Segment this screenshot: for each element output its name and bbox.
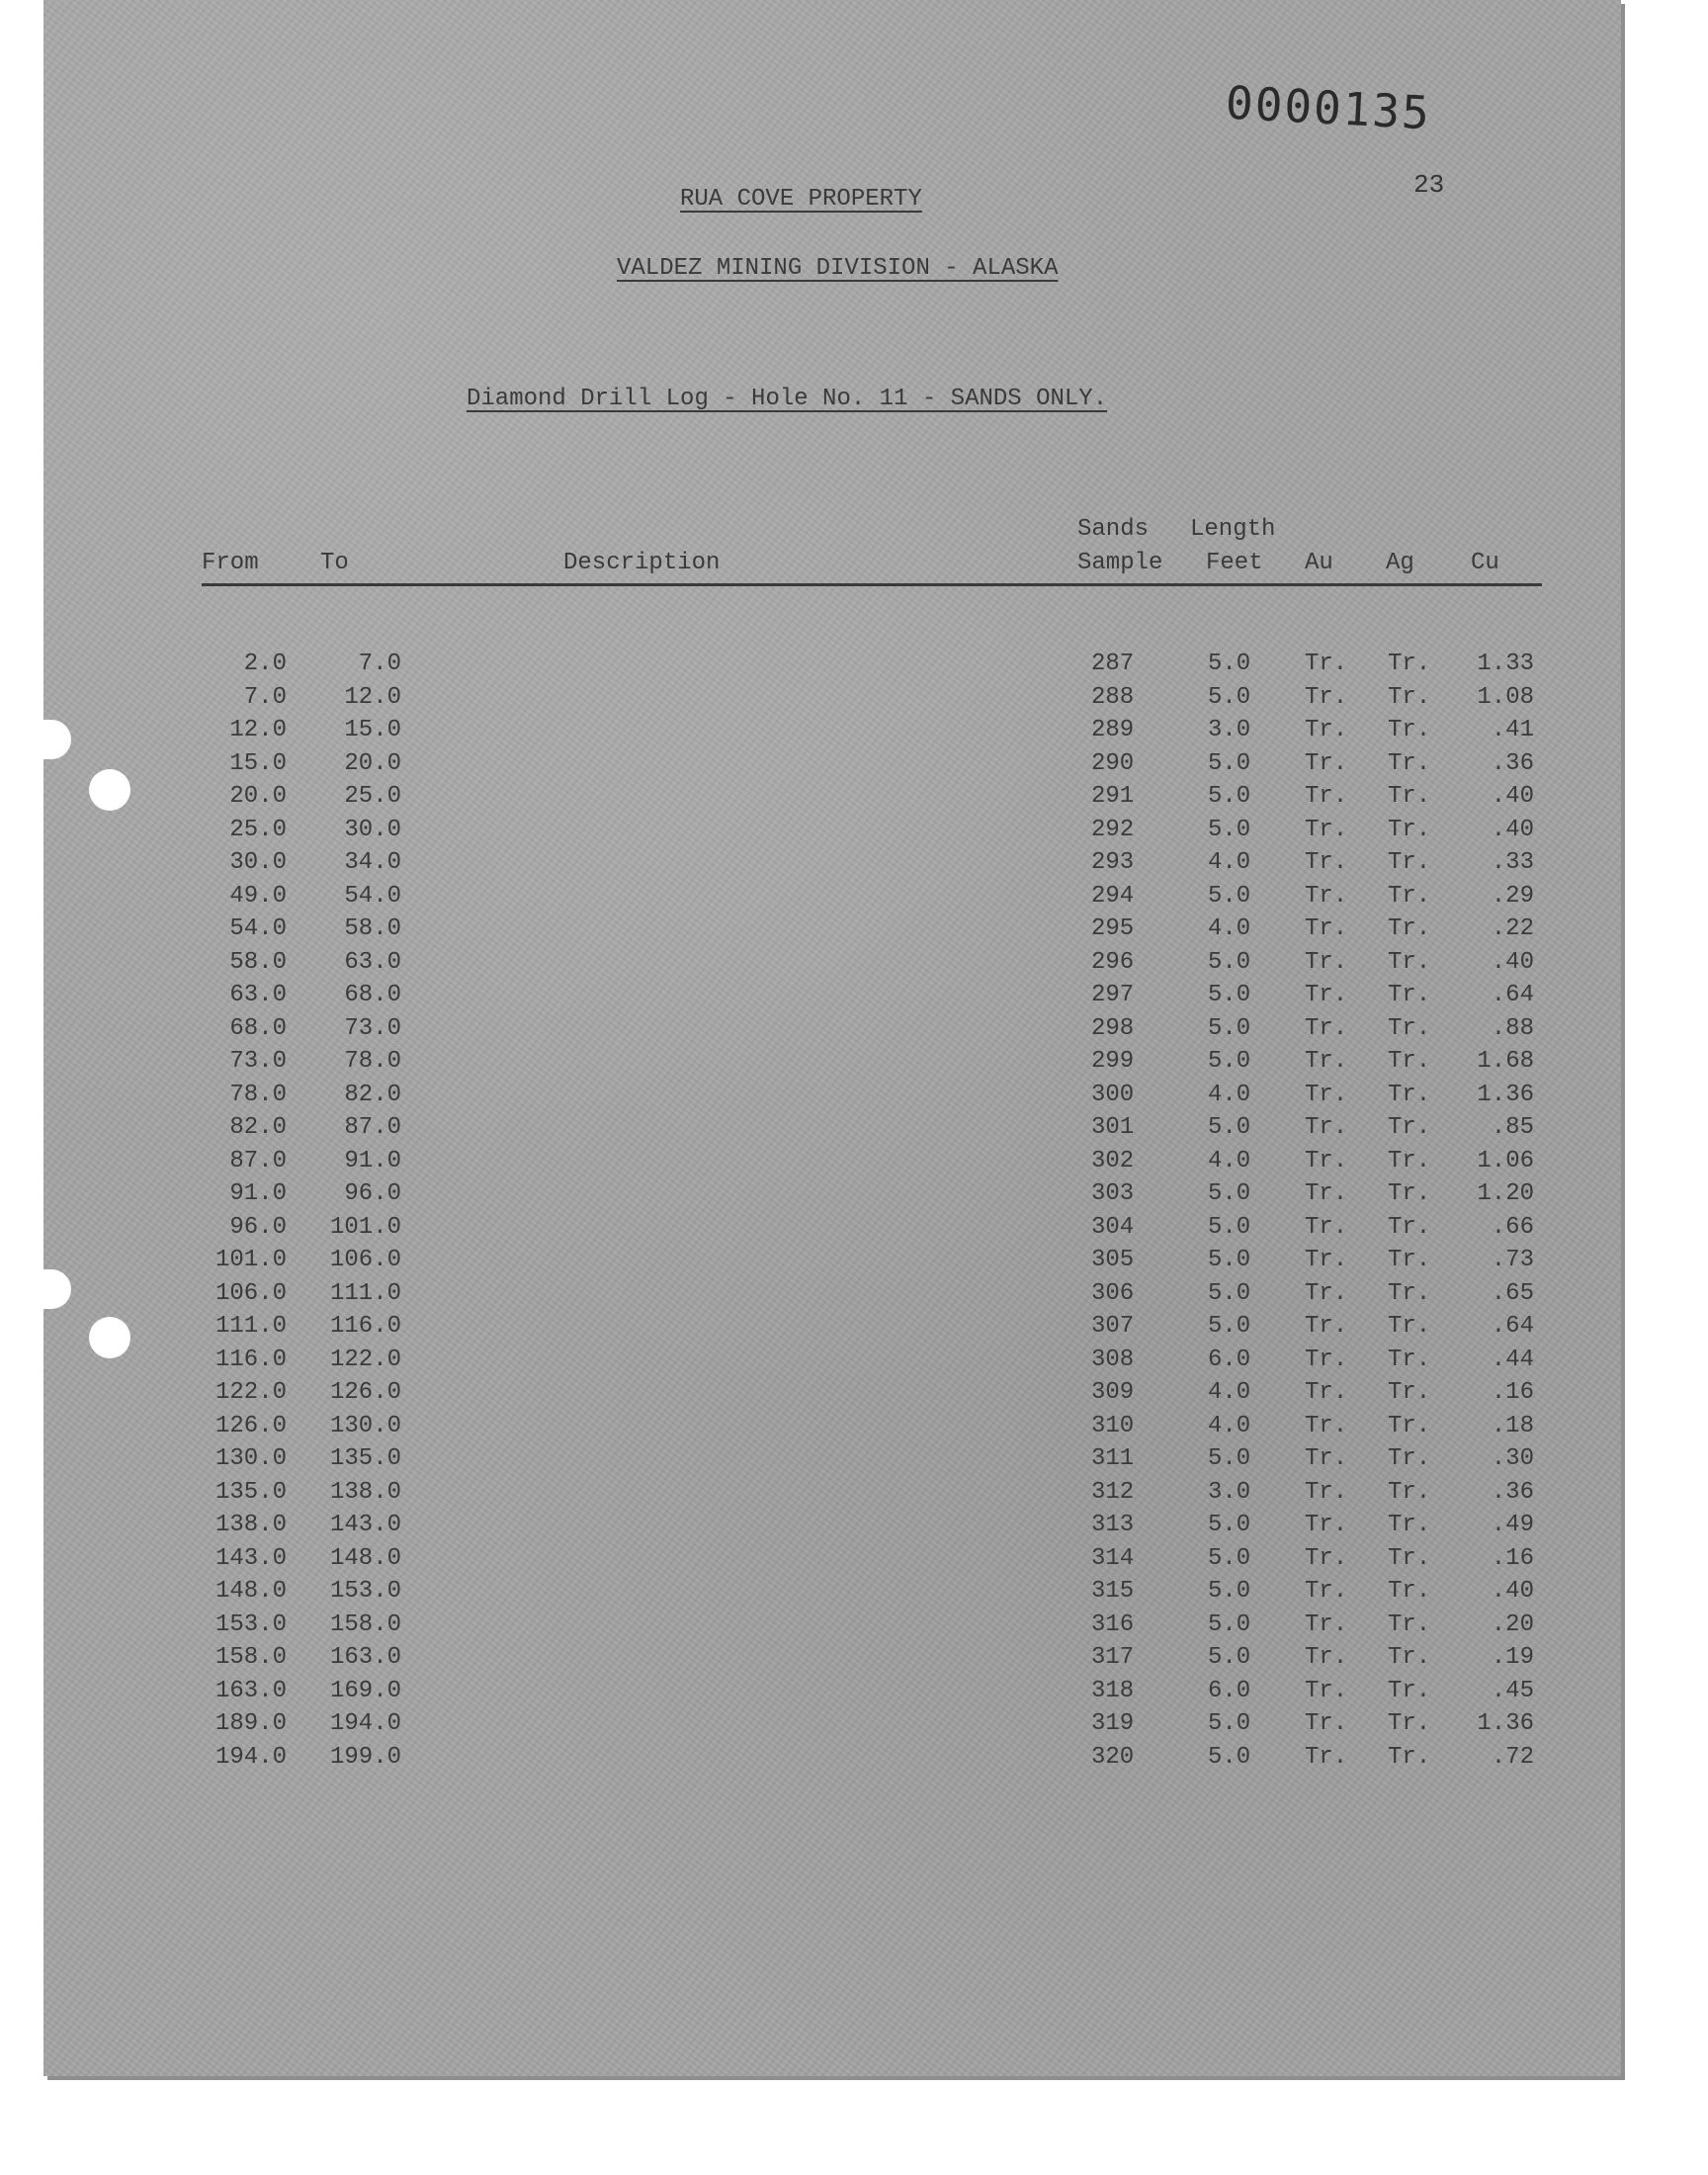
- cell-to: 130.0: [329, 1412, 401, 1439]
- cell-cu: .41: [1491, 717, 1534, 743]
- cell-to: 101.0: [329, 1213, 401, 1241]
- cell-length: 4.0: [1208, 1379, 1251, 1406]
- cell-ag: Tr.: [1388, 1677, 1431, 1704]
- cell-from: 101.0: [214, 1247, 287, 1273]
- table-row: [43, 1578, 1621, 1610]
- log-title: Diamond Drill Log - Hole No. 11 - SANDS ONLY.: [467, 386, 1108, 412]
- cell-length: 5.0: [1208, 1544, 1251, 1572]
- table-row: [43, 783, 1621, 815]
- table-row: [43, 817, 1621, 848]
- cell-sample: 298: [1091, 1014, 1135, 1042]
- cell-cu: .36: [1491, 749, 1534, 777]
- table-row: [43, 1313, 1621, 1345]
- cell-to: 54.0: [344, 882, 401, 910]
- cell-ag: Tr.: [1388, 783, 1431, 810]
- header-sample-bottom: Sample: [1077, 550, 1163, 576]
- cell-to: 106.0: [329, 1247, 401, 1273]
- cell-ag: Tr.: [1388, 683, 1431, 711]
- cell-sample: 292: [1091, 816, 1135, 843]
- table-row: [43, 1015, 1621, 1047]
- cell-ag: Tr.: [1388, 1610, 1431, 1638]
- header-ag: Ag: [1386, 550, 1414, 576]
- cell-to: 73.0: [344, 1014, 401, 1042]
- cell-ag: Tr.: [1388, 1544, 1431, 1572]
- cell-ag: Tr.: [1388, 1412, 1431, 1439]
- cell-cu: .64: [1491, 982, 1534, 1008]
- cell-cu: .85: [1491, 1114, 1534, 1141]
- cell-ag: Tr.: [1388, 1048, 1431, 1075]
- cell-au: Tr.: [1305, 1014, 1348, 1042]
- cell-from: 158.0: [214, 1644, 287, 1671]
- cell-cu: 1.33: [1477, 651, 1534, 677]
- cell-au: Tr.: [1305, 915, 1348, 942]
- cell-to: 122.0: [329, 1346, 401, 1373]
- table-row: [43, 982, 1621, 1013]
- cell-sample: 300: [1091, 1081, 1135, 1108]
- cell-length: 5.0: [1208, 1247, 1251, 1273]
- cell-cu: .36: [1491, 1478, 1534, 1506]
- cell-ag: Tr.: [1388, 915, 1431, 942]
- cell-ag: Tr.: [1388, 849, 1431, 876]
- cell-au: Tr.: [1305, 1379, 1348, 1406]
- cell-sample: 296: [1091, 948, 1135, 976]
- table-row: [43, 1611, 1621, 1643]
- cell-au: Tr.: [1305, 1412, 1348, 1439]
- cell-au: Tr.: [1305, 1213, 1348, 1241]
- cell-sample: 294: [1091, 882, 1135, 910]
- cell-to: 30.0: [344, 816, 401, 843]
- cell-to: 126.0: [329, 1379, 401, 1406]
- cell-to: 138.0: [329, 1478, 401, 1506]
- cell-length: 3.0: [1208, 717, 1251, 743]
- cell-sample: 320: [1091, 1743, 1135, 1771]
- cell-to: 111.0: [329, 1279, 401, 1307]
- table-row: [43, 949, 1621, 981]
- cell-cu: .64: [1491, 1313, 1534, 1340]
- cell-length: 4.0: [1208, 1147, 1251, 1174]
- cell-from: 194.0: [214, 1743, 287, 1771]
- cell-from: 148.0: [214, 1578, 287, 1605]
- header-description: Description: [563, 550, 721, 576]
- cell-au: Tr.: [1305, 783, 1348, 810]
- cell-sample: 303: [1091, 1180, 1135, 1207]
- cell-ag: Tr.: [1388, 1114, 1431, 1141]
- cell-sample: 293: [1091, 849, 1135, 876]
- cell-from: 82.0: [229, 1114, 287, 1141]
- table-row: [43, 684, 1621, 716]
- cell-to: 7.0: [358, 651, 401, 677]
- cell-from: 130.0: [214, 1445, 287, 1472]
- cell-sample: 295: [1091, 915, 1135, 942]
- table-row: [43, 1214, 1621, 1246]
- cell-sample: 309: [1091, 1379, 1135, 1406]
- cell-from: 91.0: [229, 1180, 287, 1207]
- cell-to: 169.0: [329, 1677, 401, 1704]
- cell-au: Tr.: [1305, 816, 1348, 843]
- cell-length: 5.0: [1208, 1048, 1251, 1075]
- table-row: [43, 1247, 1621, 1278]
- cell-from: 58.0: [229, 948, 287, 976]
- table-row: [43, 1512, 1621, 1543]
- table-row: [43, 1379, 1621, 1411]
- cell-sample: 297: [1091, 982, 1135, 1008]
- cell-length: 5.0: [1208, 982, 1251, 1008]
- table-row: [43, 1114, 1621, 1146]
- property-title: RUA COVE PROPERTY: [680, 186, 922, 213]
- cell-ag: Tr.: [1388, 1379, 1431, 1406]
- cell-cu: .49: [1491, 1512, 1534, 1538]
- cell-length: 5.0: [1208, 683, 1251, 711]
- cell-sample: 307: [1091, 1313, 1135, 1340]
- cell-ag: Tr.: [1388, 882, 1431, 910]
- cell-ag: Tr.: [1388, 1445, 1431, 1472]
- table-row: [43, 1082, 1621, 1113]
- scanned-page: [43, 0, 1621, 2076]
- cell-ag: Tr.: [1388, 749, 1431, 777]
- table-row: [43, 1644, 1621, 1676]
- cell-cu: 1.68: [1477, 1048, 1534, 1075]
- cell-length: 5.0: [1208, 1180, 1251, 1207]
- cell-length: 5.0: [1208, 1610, 1251, 1638]
- cell-ag: Tr.: [1388, 1014, 1431, 1042]
- cell-from: 106.0: [214, 1279, 287, 1307]
- cell-from: 25.0: [229, 816, 287, 843]
- cell-sample: 304: [1091, 1213, 1135, 1241]
- cell-sample: 311: [1091, 1445, 1135, 1472]
- cell-cu: .44: [1491, 1346, 1534, 1373]
- cell-au: Tr.: [1305, 1710, 1348, 1737]
- cell-au: Tr.: [1305, 1081, 1348, 1108]
- cell-au: Tr.: [1305, 1644, 1348, 1671]
- cell-from: 30.0: [229, 849, 287, 876]
- cell-from: 126.0: [214, 1412, 287, 1439]
- cell-au: Tr.: [1305, 683, 1348, 711]
- header-sample-top: Sands: [1077, 516, 1150, 543]
- cell-to: 34.0: [344, 849, 401, 876]
- cell-from: 63.0: [229, 982, 287, 1008]
- cell-length: 5.0: [1208, 1512, 1251, 1538]
- cell-ag: Tr.: [1388, 816, 1431, 843]
- cell-length: 5.0: [1208, 1213, 1251, 1241]
- cell-au: Tr.: [1305, 1147, 1348, 1174]
- cell-from: 163.0: [214, 1677, 287, 1704]
- cell-from: 2.0: [243, 651, 287, 677]
- cell-ag: Tr.: [1388, 717, 1431, 743]
- cell-from: 68.0: [229, 1014, 287, 1042]
- cell-sample: 318: [1091, 1677, 1135, 1704]
- cell-ag: Tr.: [1388, 1743, 1431, 1771]
- cell-au: Tr.: [1305, 1247, 1348, 1273]
- cell-ag: Tr.: [1388, 1247, 1431, 1273]
- table-row: [43, 1545, 1621, 1577]
- cell-from: 153.0: [214, 1610, 287, 1638]
- cell-length: 5.0: [1208, 1014, 1251, 1042]
- cell-from: 189.0: [214, 1710, 287, 1737]
- cell-cu: .40: [1491, 816, 1534, 843]
- table-row: [43, 1413, 1621, 1444]
- table-row: [43, 651, 1621, 682]
- cell-ag: Tr.: [1388, 1213, 1431, 1241]
- cell-au: Tr.: [1305, 1180, 1348, 1207]
- cell-au: Tr.: [1305, 1478, 1348, 1506]
- cell-au: Tr.: [1305, 1313, 1348, 1340]
- cell-ag: Tr.: [1388, 1313, 1431, 1340]
- cell-sample: 306: [1091, 1279, 1135, 1307]
- cell-length: 4.0: [1208, 915, 1251, 942]
- cell-to: 143.0: [329, 1512, 401, 1538]
- cell-au: Tr.: [1305, 982, 1348, 1008]
- cell-ag: Tr.: [1388, 1147, 1431, 1174]
- cell-au: Tr.: [1305, 1346, 1348, 1373]
- cell-au: Tr.: [1305, 1743, 1348, 1771]
- cell-ag: Tr.: [1388, 1180, 1431, 1207]
- cell-to: 194.0: [329, 1710, 401, 1737]
- cell-length: 6.0: [1208, 1677, 1251, 1704]
- cell-sample: 315: [1091, 1578, 1135, 1605]
- cell-sample: 290: [1091, 749, 1135, 777]
- table-row: [43, 717, 1621, 748]
- cell-au: Tr.: [1305, 651, 1348, 677]
- cell-sample: 314: [1091, 1544, 1135, 1572]
- cell-cu: .40: [1491, 948, 1534, 976]
- cell-cu: .65: [1491, 1279, 1534, 1307]
- cell-cu: .66: [1491, 1213, 1534, 1241]
- cell-length: 4.0: [1208, 1412, 1251, 1439]
- cell-to: 153.0: [329, 1578, 401, 1605]
- cell-sample: 308: [1091, 1346, 1135, 1373]
- cell-ag: Tr.: [1388, 1279, 1431, 1307]
- cell-cu: .88: [1491, 1014, 1534, 1042]
- cell-to: 135.0: [329, 1445, 401, 1472]
- cell-length: 6.0: [1208, 1346, 1251, 1373]
- cell-cu: 1.36: [1477, 1081, 1534, 1108]
- cell-to: 12.0: [344, 683, 401, 711]
- cell-cu: .40: [1491, 1578, 1534, 1605]
- cell-length: 5.0: [1208, 1578, 1251, 1605]
- cell-from: 49.0: [229, 882, 287, 910]
- cell-to: 87.0: [344, 1114, 401, 1141]
- cell-au: Tr.: [1305, 1677, 1348, 1704]
- cell-au: Tr.: [1305, 1512, 1348, 1538]
- cell-ag: Tr.: [1388, 651, 1431, 677]
- cell-au: Tr.: [1305, 1445, 1348, 1472]
- cell-to: 148.0: [329, 1544, 401, 1572]
- cell-au: Tr.: [1305, 1114, 1348, 1141]
- header-au: Au: [1305, 550, 1333, 576]
- cell-ag: Tr.: [1388, 1644, 1431, 1671]
- table-row: [43, 883, 1621, 914]
- cell-ag: Tr.: [1388, 1081, 1431, 1108]
- cell-sample: 288: [1091, 683, 1135, 711]
- cell-cu: .16: [1491, 1544, 1534, 1572]
- cell-to: 96.0: [344, 1180, 401, 1207]
- cell-from: 116.0: [214, 1346, 287, 1373]
- table-row: [43, 1148, 1621, 1179]
- cell-au: Tr.: [1305, 1610, 1348, 1638]
- cell-sample: 302: [1091, 1147, 1135, 1174]
- table-row: [43, 849, 1621, 881]
- cell-au: Tr.: [1305, 1578, 1348, 1605]
- cell-ag: Tr.: [1388, 1578, 1431, 1605]
- cell-au: Tr.: [1305, 1279, 1348, 1307]
- cell-sample: 313: [1091, 1512, 1135, 1538]
- header-to: To: [320, 550, 349, 576]
- cell-sample: 305: [1091, 1247, 1135, 1273]
- cell-ag: Tr.: [1388, 948, 1431, 976]
- table-row: [43, 1678, 1621, 1709]
- table-row: [43, 1347, 1621, 1378]
- table-row: [43, 1280, 1621, 1312]
- cell-from: 87.0: [229, 1147, 287, 1174]
- cell-to: 116.0: [329, 1313, 401, 1340]
- cell-length: 5.0: [1208, 1743, 1251, 1771]
- cell-to: 68.0: [344, 982, 401, 1008]
- cell-cu: .73: [1491, 1247, 1534, 1273]
- cell-from: 54.0: [229, 915, 287, 942]
- cell-sample: 289: [1091, 717, 1135, 743]
- cell-from: 96.0: [229, 1213, 287, 1241]
- cell-cu: 1.36: [1477, 1710, 1534, 1737]
- cell-to: 20.0: [344, 749, 401, 777]
- cell-to: 58.0: [344, 915, 401, 942]
- header-from: From: [202, 550, 259, 576]
- cell-cu: .22: [1491, 915, 1534, 942]
- cell-from: 12.0: [229, 717, 287, 743]
- cell-to: 158.0: [329, 1610, 401, 1638]
- cell-sample: 316: [1091, 1610, 1135, 1638]
- cell-au: Tr.: [1305, 749, 1348, 777]
- table-row: [43, 1710, 1621, 1742]
- cell-sample: 312: [1091, 1478, 1135, 1506]
- cell-length: 5.0: [1208, 749, 1251, 777]
- header-cu: Cu: [1471, 550, 1499, 576]
- cell-sample: 317: [1091, 1644, 1135, 1671]
- cell-cu: .18: [1491, 1412, 1534, 1439]
- cell-ag: Tr.: [1388, 1478, 1431, 1506]
- cell-ag: Tr.: [1388, 1512, 1431, 1538]
- cell-sample: 319: [1091, 1710, 1135, 1737]
- cell-length: 5.0: [1208, 1710, 1251, 1737]
- cell-to: 25.0: [344, 783, 401, 810]
- cell-from: 7.0: [243, 683, 287, 711]
- cell-from: 111.0: [214, 1313, 287, 1340]
- cell-cu: .20: [1491, 1610, 1534, 1638]
- cell-from: 78.0: [229, 1081, 287, 1108]
- cell-from: 122.0: [214, 1379, 287, 1406]
- cell-ag: Tr.: [1388, 1710, 1431, 1737]
- cell-from: 138.0: [214, 1512, 287, 1538]
- cell-length: 5.0: [1208, 1644, 1251, 1671]
- cell-au: Tr.: [1305, 882, 1348, 910]
- document-stamp-number: 0000135: [1224, 75, 1433, 140]
- table-row: [43, 750, 1621, 782]
- cell-length: 5.0: [1208, 1313, 1251, 1340]
- cell-cu: .40: [1491, 783, 1534, 810]
- cell-from: 135.0: [214, 1478, 287, 1506]
- cell-ag: Tr.: [1388, 982, 1431, 1008]
- table-row: [43, 915, 1621, 947]
- page-number: 23: [1413, 170, 1445, 200]
- cell-to: 82.0: [344, 1081, 401, 1108]
- table-row: [43, 1744, 1621, 1776]
- cell-au: Tr.: [1305, 1544, 1348, 1572]
- cell-from: 73.0: [229, 1048, 287, 1075]
- cell-sample: 291: [1091, 783, 1135, 810]
- cell-to: 199.0: [329, 1743, 401, 1771]
- cell-cu: .45: [1491, 1677, 1534, 1704]
- cell-from: 15.0: [229, 749, 287, 777]
- cell-to: 78.0: [344, 1048, 401, 1075]
- cell-cu: .72: [1491, 1743, 1534, 1771]
- cell-length: 5.0: [1208, 882, 1251, 910]
- cell-au: Tr.: [1305, 717, 1348, 743]
- header-length-top: Length: [1190, 516, 1276, 543]
- cell-to: 63.0: [344, 948, 401, 976]
- cell-au: Tr.: [1305, 849, 1348, 876]
- cell-length: 4.0: [1208, 849, 1251, 876]
- cell-to: 163.0: [329, 1644, 401, 1671]
- cell-cu: 1.08: [1477, 683, 1534, 711]
- table-row: [43, 1479, 1621, 1511]
- division-subtitle: VALDEZ MINING DIVISION - ALASKA: [617, 255, 1059, 282]
- cell-ag: Tr.: [1388, 1346, 1431, 1373]
- cell-from: 143.0: [214, 1544, 287, 1572]
- cell-cu: .33: [1491, 849, 1534, 876]
- cell-sample: 301: [1091, 1114, 1135, 1141]
- cell-cu: .30: [1491, 1445, 1534, 1472]
- cell-cu: 1.06: [1477, 1147, 1534, 1174]
- cell-to: 91.0: [344, 1147, 401, 1174]
- cell-length: 5.0: [1208, 816, 1251, 843]
- cell-au: Tr.: [1305, 1048, 1348, 1075]
- cell-length: 5.0: [1208, 1445, 1251, 1472]
- header-underline: [202, 583, 1542, 586]
- table-row: [43, 1048, 1621, 1080]
- cell-from: 20.0: [229, 783, 287, 810]
- cell-length: 5.0: [1208, 1114, 1251, 1141]
- cell-length: 3.0: [1208, 1478, 1251, 1506]
- cell-cu: 1.20: [1477, 1180, 1534, 1207]
- cell-length: 5.0: [1208, 651, 1251, 677]
- cell-to: 15.0: [344, 717, 401, 743]
- cell-cu: .19: [1491, 1644, 1534, 1671]
- table-row: [43, 1445, 1621, 1477]
- table-row: [43, 1180, 1621, 1212]
- cell-length: 4.0: [1208, 1081, 1251, 1108]
- cell-cu: .29: [1491, 882, 1534, 910]
- header-length-bottom: Feet: [1206, 550, 1263, 576]
- cell-length: 5.0: [1208, 948, 1251, 976]
- cell-cu: .16: [1491, 1379, 1534, 1406]
- cell-length: 5.0: [1208, 1279, 1251, 1307]
- cell-sample: 287: [1091, 651, 1135, 677]
- cell-sample: 299: [1091, 1048, 1135, 1075]
- cell-sample: 310: [1091, 1412, 1135, 1439]
- cell-length: 5.0: [1208, 783, 1251, 810]
- cell-au: Tr.: [1305, 948, 1348, 976]
